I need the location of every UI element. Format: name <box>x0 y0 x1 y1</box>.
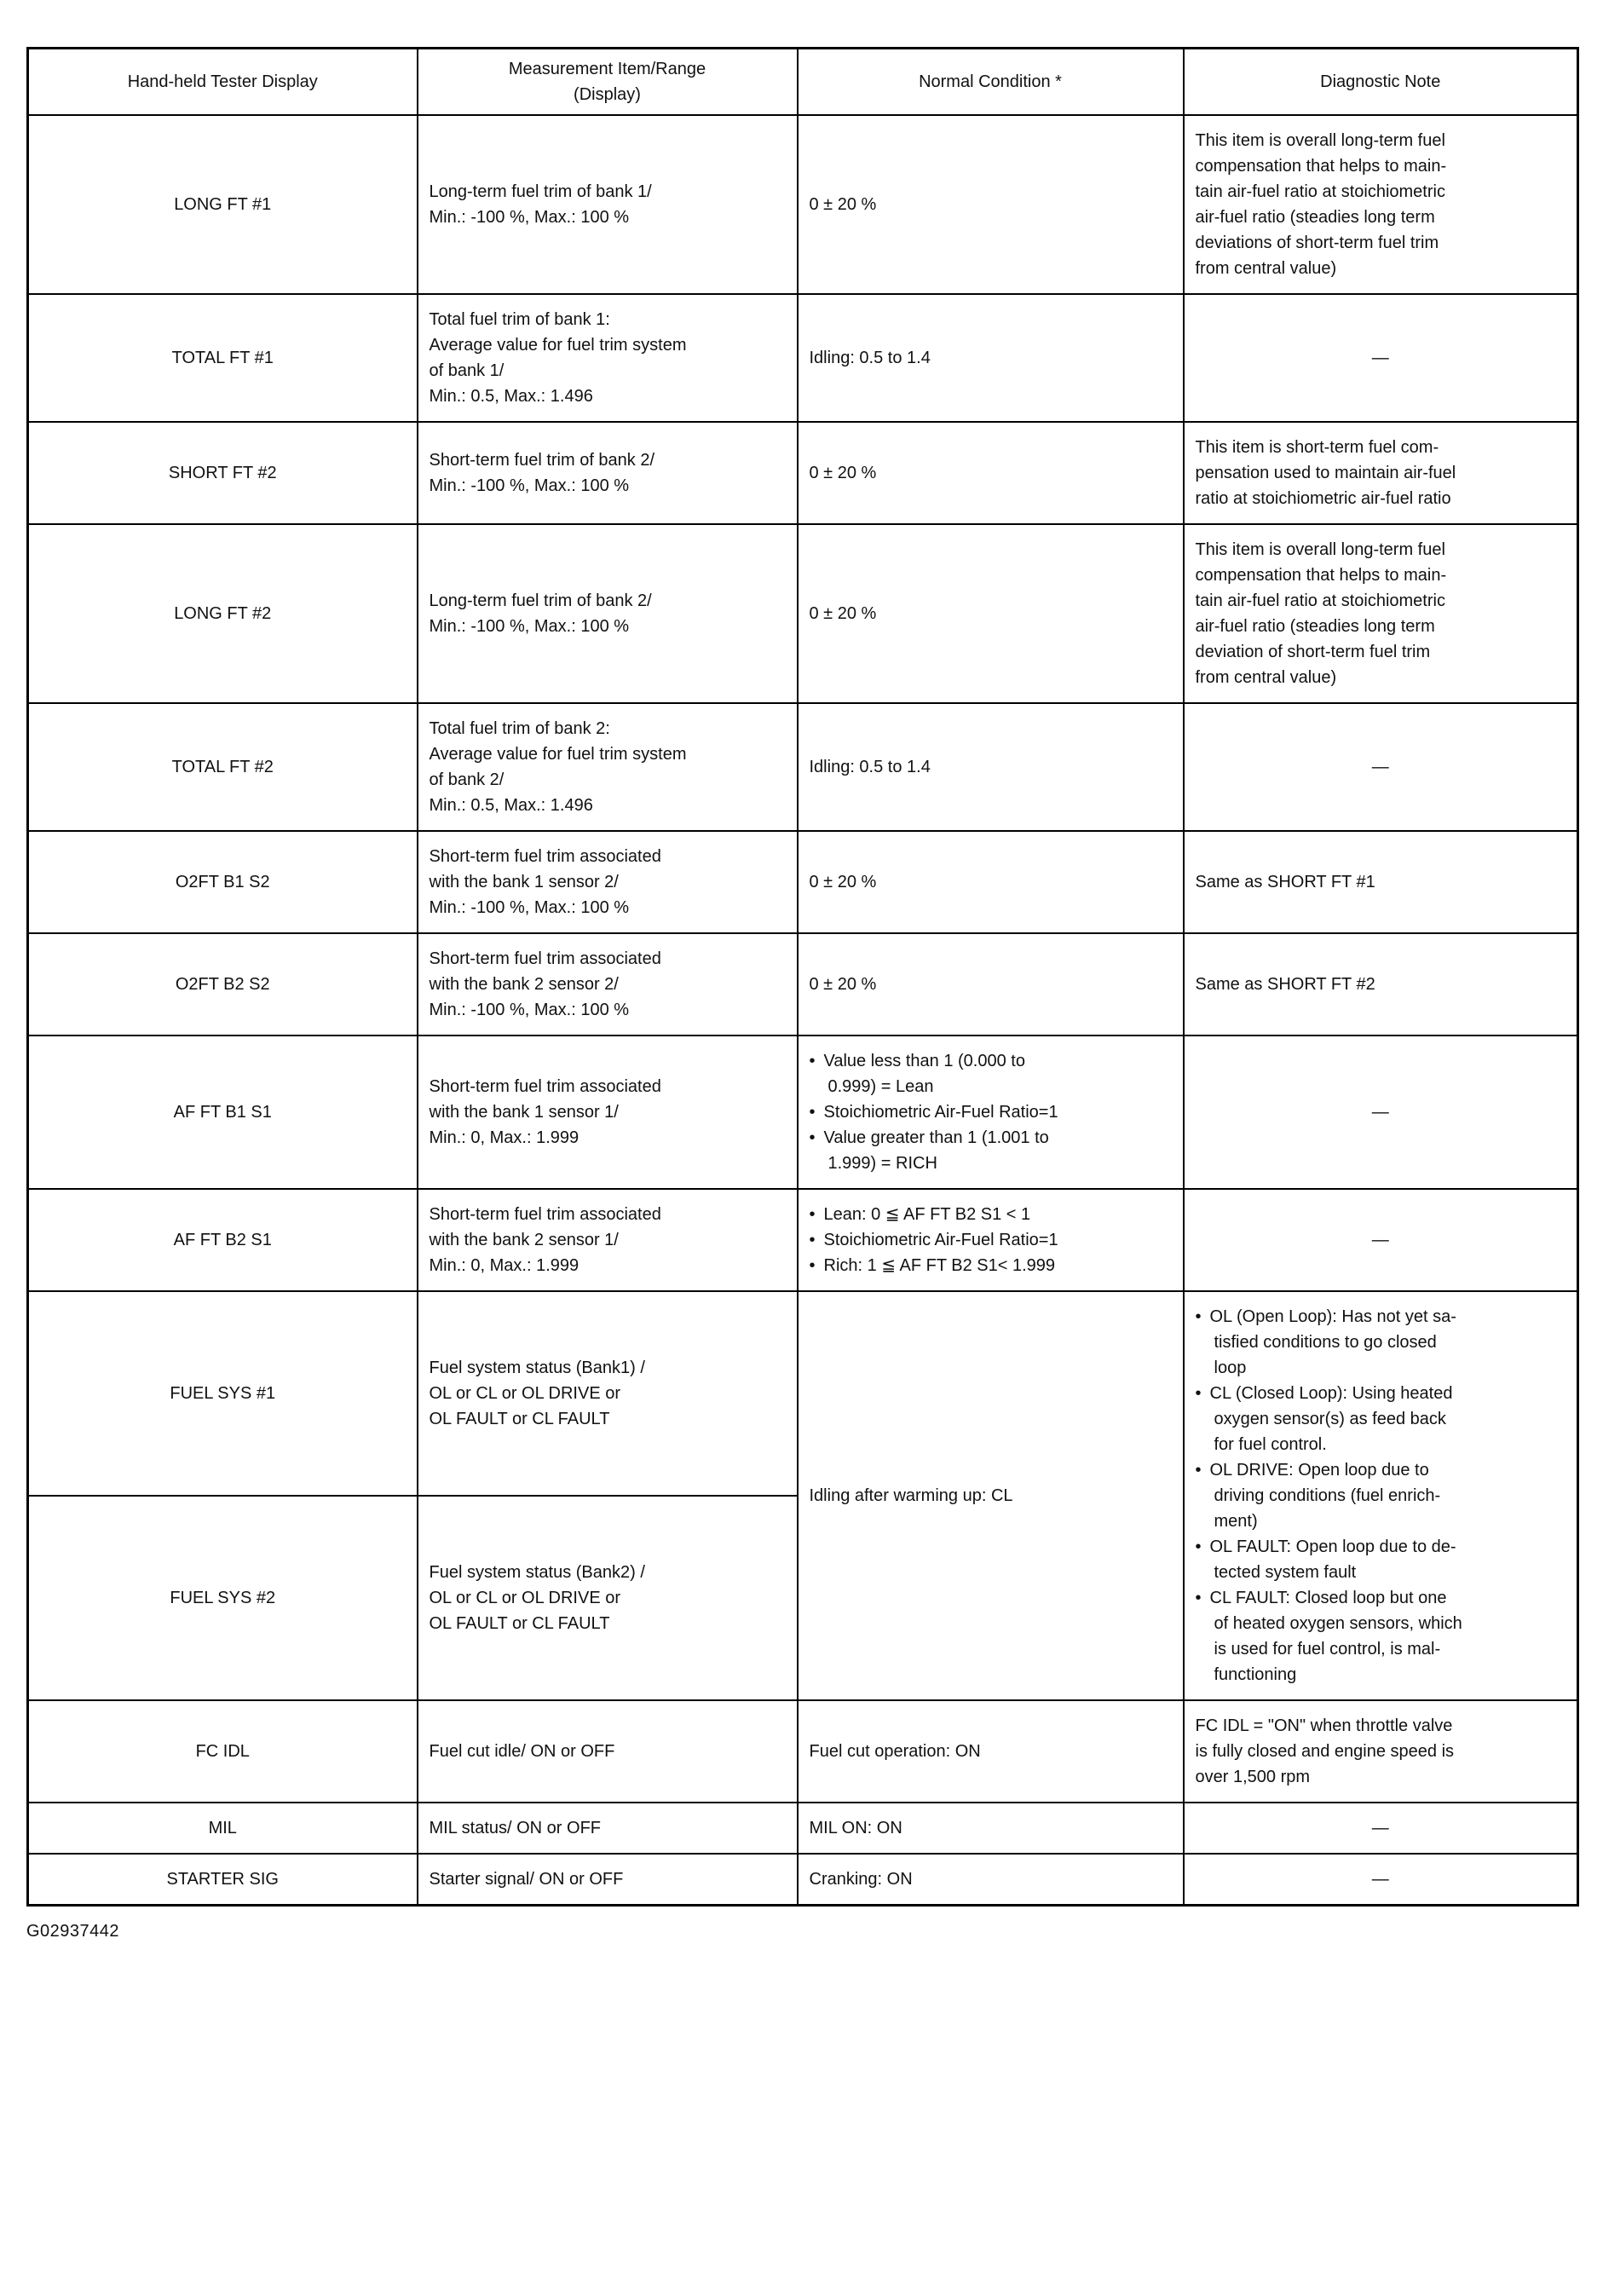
column-header-condition: Normal Condition * <box>798 49 1184 116</box>
bullet-icon: • <box>1195 1461 1202 1480</box>
diagnostic-data-table <box>26 47 1579 1907</box>
display-cell: SHORT FT #2 <box>28 422 418 524</box>
measurement-cell: Short-term fuel trim associated with the bank 2 sensor 1/ Min.: 0, Max.: 1.999 <box>418 1189 798 1291</box>
bullet-icon: • <box>809 1052 816 1070</box>
table-body <box>28 115 1578 1906</box>
condition-cell: Idling: 0.5 to 1.4 <box>798 294 1184 422</box>
condition-cell: 0 ± 20 % <box>798 422 1184 524</box>
note-cell: — <box>1184 1036 1578 1189</box>
table-row <box>28 422 1578 524</box>
condition-cell: Cranking: ON <box>798 1854 1184 1906</box>
measurement-cell: Fuel cut idle/ ON or OFF <box>418 1700 798 1803</box>
condition-cell: 0 ± 20 % <box>798 115 1184 294</box>
bullet-icon: • <box>809 1231 816 1249</box>
column-header-note: Diagnostic Note <box>1184 49 1578 116</box>
bullet-icon: • <box>1195 1307 1202 1326</box>
measurement-cell: Short-term fuel trim associated with the bank 1 sensor 2/ Min.: -100 %, Max.: 100 % <box>418 831 798 933</box>
note-cell: FC IDL = "ON" when throttle valve is fully closed and engine speed is over 1,500 rpm <box>1184 1700 1578 1803</box>
table-row <box>28 1854 1578 1906</box>
table-row <box>28 1803 1578 1854</box>
measurement-cell: Long-term fuel trim of bank 1/ Min.: -100 %, Max.: 100 % <box>418 115 798 294</box>
table-row <box>28 831 1578 933</box>
table-row <box>28 294 1578 422</box>
measurement-cell: MIL status/ ON or OFF <box>418 1803 798 1854</box>
display-cell: TOTAL FT #1 <box>28 294 418 422</box>
table-row <box>28 524 1578 703</box>
condition-cell: Idling after warming up: CL <box>798 1291 1184 1700</box>
note-cell: — <box>1184 1803 1578 1854</box>
display-cell: FUEL SYS #2 <box>28 1496 418 1700</box>
condition-cell: Fuel cut operation: ON <box>798 1700 1184 1803</box>
figure-id: G02937442 <box>26 1922 120 1941</box>
condition-cell: MIL ON: ON <box>798 1803 1184 1854</box>
condition-cell: Idling: 0.5 to 1.4 <box>798 703 1184 831</box>
table-row <box>28 1291 1578 1496</box>
note-cell: Same as SHORT FT #1 <box>1184 831 1578 933</box>
display-cell: O2FT B2 S2 <box>28 933 418 1036</box>
condition-cell: • Lean: 0 ≦ AF FT B2 S1 < 1 • Stoichiometric Air-Fuel Ratio=1 • Rich: 1 ≦ AF FT B2 S1< 1.999 <box>798 1189 1184 1291</box>
note-cell: — <box>1184 703 1578 831</box>
display-cell: STARTER SIG <box>28 1854 418 1906</box>
display-cell: FC IDL <box>28 1700 418 1803</box>
display-cell: FUEL SYS #1 <box>28 1291 418 1496</box>
note-cell: This item is overall long-term fuel compensation that helps to main- tain air-fuel ratio at stoichiometric air-fuel ratio (steadies long term deviation of short-term fuel trim from central value) <box>1184 524 1578 703</box>
bullet-icon: • <box>809 1205 816 1224</box>
display-cell: LONG FT #2 <box>28 524 418 703</box>
measurement-cell: Starter signal/ ON or OFF <box>418 1854 798 1906</box>
measurement-cell: Total fuel trim of bank 1: Average value for fuel trim system of bank 1/ Min.: 0.5, Max.: 1.496 <box>418 294 798 422</box>
note-cell: — <box>1184 1189 1578 1291</box>
column-header-display: Hand-held Tester Display <box>28 49 418 116</box>
measurement-cell: Fuel system status (Bank1) / OL or CL or OL DRIVE or OL FAULT or CL FAULT <box>418 1291 798 1496</box>
measurement-cell: Short-term fuel trim associated with the bank 1 sensor 1/ Min.: 0, Max.: 1.999 <box>418 1036 798 1189</box>
bullet-icon: • <box>1195 1537 1202 1556</box>
measurement-cell: Short-term fuel trim associated with the bank 2 sensor 2/ Min.: -100 %, Max.: 100 % <box>418 933 798 1036</box>
note-cell: — <box>1184 1854 1578 1906</box>
note-cell: Same as SHORT FT #2 <box>1184 933 1578 1036</box>
bullet-icon: • <box>809 1128 816 1147</box>
table-row <box>28 933 1578 1036</box>
display-cell: TOTAL FT #2 <box>28 703 418 831</box>
table-row <box>28 1036 1578 1189</box>
bullet-icon: • <box>809 1256 816 1275</box>
display-cell: MIL <box>28 1803 418 1854</box>
measurement-cell: Total fuel trim of bank 2: Average value for fuel trim system of bank 2/ Min.: 0.5, Max.: 1.496 <box>418 703 798 831</box>
note-cell: — <box>1184 294 1578 422</box>
measurement-cell: Long-term fuel trim of bank 2/ Min.: -100 %, Max.: 100 % <box>418 524 798 703</box>
table-row <box>28 115 1578 294</box>
table-header-row <box>28 49 1578 116</box>
condition-cell: 0 ± 20 % <box>798 524 1184 703</box>
note-cell: • OL (Open Loop): Has not yet sa- tisfied conditions to go closed loop • CL (Closed Loop): Using heated oxygen sensor(s) as feed back for fuel control. • OL DRIVE: Open loop due to driving conditions (fuel enrich- ment) • OL FAULT: Open loop due to de- tected system fault • CL FAULT: Closed loop but one of heated oxygen sensors, which is used for fuel control, is mal- functioning <box>1184 1291 1578 1700</box>
measurement-cell: Short-term fuel trim of bank 2/ Min.: -100 %, Max.: 100 % <box>418 422 798 524</box>
condition-cell: 0 ± 20 % <box>798 933 1184 1036</box>
table-row <box>28 1700 1578 1803</box>
table-row <box>28 1189 1578 1291</box>
measurement-cell: Fuel system status (Bank2) / OL or CL or OL DRIVE or OL FAULT or CL FAULT <box>418 1496 798 1700</box>
table-row <box>28 703 1578 831</box>
column-header-measurement: Measurement Item/Range (Display) <box>418 49 798 116</box>
note-cell: This item is overall long-term fuel compensation that helps to main- tain air-fuel ratio at stoichiometric air-fuel ratio (steadies long term deviations of short-term fuel trim from central value) <box>1184 115 1578 294</box>
display-cell: AF FT B1 S1 <box>28 1036 418 1189</box>
display-cell: O2FT B1 S2 <box>28 831 418 933</box>
note-cell: This item is short-term fuel com- pensation used to maintain air-fuel ratio at stoichiometric air-fuel ratio <box>1184 422 1578 524</box>
display-cell: LONG FT #1 <box>28 115 418 294</box>
bullet-icon: • <box>1195 1384 1202 1403</box>
condition-cell: • Value less than 1 (0.000 to 0.999) = Lean • Stoichiometric Air-Fuel Ratio=1 • Value greater than 1 (1.001 to 1.999) = RICH <box>798 1036 1184 1189</box>
bullet-icon: • <box>1195 1589 1202 1607</box>
bullet-icon: • <box>809 1103 816 1122</box>
display-cell: AF FT B2 S1 <box>28 1189 418 1291</box>
condition-cell: 0 ± 20 % <box>798 831 1184 933</box>
